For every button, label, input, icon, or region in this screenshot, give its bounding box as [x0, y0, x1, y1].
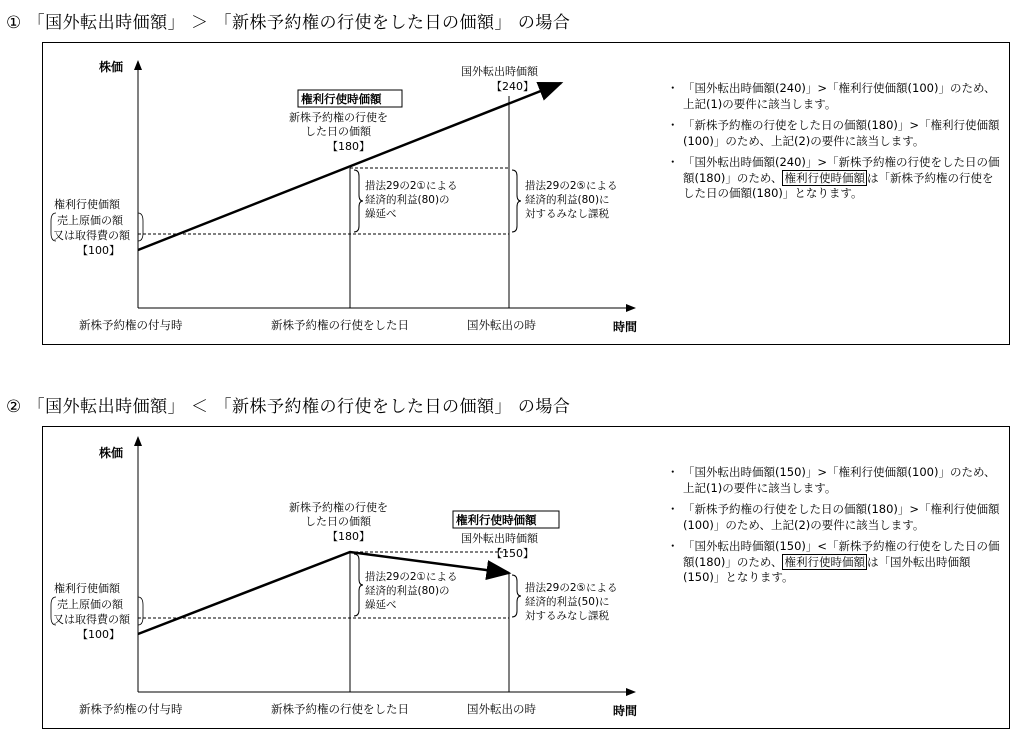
section-2-notes [671, 465, 1001, 592]
x-axis-label: 時間 [613, 320, 638, 334]
end-label-line1: 国外転出時価額 [461, 532, 538, 545]
mid-label-line1: 新株予約権の行使を [289, 501, 388, 514]
x-tick-grant: 新株予約権の付与時 [79, 318, 183, 332]
x-tick-grant: 新株予約権の付与時 [79, 702, 183, 716]
end-label-value: 【150】 [491, 547, 534, 560]
note-item: ・ 「新株予約権の行使をした日の価額(180)」>「権利行使価額(100)」のため、上記(2)の要件に該当します。 [671, 118, 1001, 149]
boxed-label: 権利行使時価額 [301, 92, 382, 106]
note-item: ・ 「国外転出時価額(240)」>「新株予約権の行使をした日の価額(180)」のため、 権利行使時価額 は「新株予約権の行使をした日の価額(180)」となります。 [671, 155, 1001, 202]
boxed-label: 権利行使時価額 [456, 513, 537, 527]
note-item: ・ 「新株予約権の行使をした日の価額(180)」>「権利行使価額(100)」のため、上記(2)の要件に該当します。 [671, 502, 1001, 533]
brace-1-line2: 経済的利益(80)の [365, 194, 450, 206]
y-axis-label: 株価 [99, 446, 124, 460]
section-1-heading: ① 「国外転出時価額」 ＞ 「新株予約権の行使をした日の価額」 の場合 [6, 13, 571, 33]
brace-1-line2: 経済的利益(80)の [365, 585, 450, 597]
left-label-line2: 売上原価の額 [57, 214, 123, 227]
brace-1-line3: 繰延べ [365, 208, 397, 220]
brace-2-line3: 対するみなし課税 [525, 208, 609, 220]
note-item: ・ 「国外転出時価額(150)」>「権利行使価額(100)」のため、上記(1)の要件に該当します。 [671, 465, 1001, 496]
x-axis-label: 時間 [613, 704, 638, 718]
y-axis-label: 株価 [99, 60, 124, 74]
mid-label-line1: 新株予約権の行使を [289, 111, 388, 124]
brace-1 [354, 170, 363, 232]
brace-1 [354, 554, 363, 616]
note-item: ・ 「国外転出時価額(150)」<「新株予約権の行使をした日の価額(180)」のため、 権利行使時価額 は「国外転出時価額(150)」となります。 [671, 539, 1001, 586]
price-line [138, 552, 509, 634]
brace-1-line3: 繰延べ [365, 599, 397, 611]
brace-2-line2: 経済的利益(80)に [525, 194, 610, 206]
brace-2-line1: 措法29の2⑤による [525, 180, 618, 192]
brace-2-line2: 経済的利益(50)に [525, 596, 610, 608]
section-1-panel [42, 42, 1010, 345]
brace-1-line1: 措法29の2①による [365, 180, 458, 192]
left-label-line1: 権利行使価額 [54, 198, 120, 211]
end-label-line1: 国外転出時価額 [461, 65, 538, 78]
section-1-notes [671, 81, 1001, 208]
brace-2 [512, 575, 521, 617]
left-label-line1: 権利行使価額 [54, 582, 120, 595]
left-label-line3: 又は取得費の額 [53, 229, 130, 242]
brace-2 [512, 170, 521, 232]
section-2-heading: ② 「国外転出時価額」 ＜ 「新株予約権の行使をした日の価額」 の場合 [6, 397, 571, 417]
left-label-value: 【100】 [77, 628, 120, 641]
left-label-value: 【100】 [77, 244, 120, 257]
boxed-term: 権利行使時価額 [784, 170, 865, 185]
left-label-line2: 売上原価の額 [57, 598, 123, 611]
note-item: ・ 「国外転出時価額(240)」>「権利行使価額(100)」のため、上記(1)の要件に該当します。 [671, 81, 1001, 112]
brace-2-line1: 措法29の2⑤による [525, 582, 618, 594]
x-tick-exercise: 新株予約権の行使をした日 [271, 318, 409, 332]
mid-label-value: 【180】 [327, 530, 370, 543]
x-tick-departure: 国外転出の時 [467, 702, 536, 716]
x-tick-exercise: 新株予約権の行使をした日 [271, 702, 409, 716]
end-label-value: 【240】 [491, 80, 534, 93]
boxed-term: 権利行使時価額 [784, 554, 865, 569]
brace-2-line3: 対するみなし課税 [525, 610, 609, 622]
left-label-line3: 又は取得費の額 [53, 613, 130, 626]
brace-1-line1: 措法29の2①による [365, 571, 458, 583]
mid-label-value: 【180】 [327, 140, 370, 153]
section-2-panel [42, 426, 1010, 729]
mid-label-line2: した日の価額 [305, 515, 371, 528]
mid-label-line2: した日の価額 [305, 125, 371, 138]
x-tick-departure: 国外転出の時 [467, 318, 536, 332]
